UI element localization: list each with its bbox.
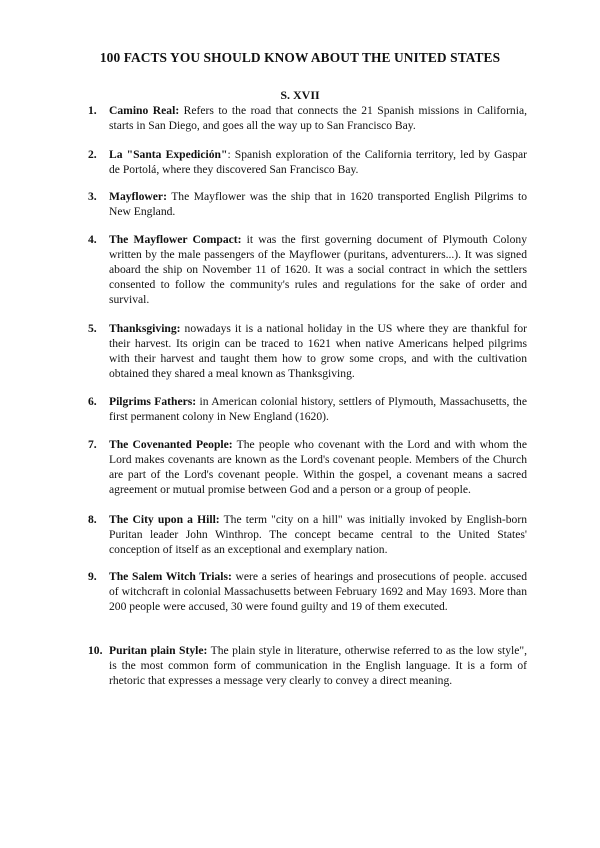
fact-number: 6. xyxy=(88,395,97,408)
fact-term: The Salem Witch Trials: xyxy=(109,570,232,583)
fact-term: Camino Real: xyxy=(109,104,180,117)
fact-body xyxy=(109,232,527,307)
fact-text: were a series of hearings and prosecutions of people. accused of witchcraft in colonial Massachusetts between February 1692 and May 1693. More than 200 people were accused, 30 were found guilty and 19 of them executed. xyxy=(109,570,527,613)
fact-number: 5. xyxy=(88,322,97,335)
fact-text: Refers to the road that connects the 21 Spanish missions in California, starts in San Diego, and goes all the way up to San Francisco Bay. xyxy=(109,104,527,132)
fact-body xyxy=(109,321,527,381)
fact-body xyxy=(109,147,527,177)
fact-number: 1. xyxy=(88,104,97,117)
fact-body xyxy=(109,512,527,557)
fact-term: La "Santa Expedición" xyxy=(109,148,228,161)
fact-body xyxy=(109,394,527,424)
fact-number: 9. xyxy=(88,570,97,583)
fact-body xyxy=(109,437,527,497)
fact-body xyxy=(109,103,527,133)
fact-text: The plain style in literature, otherwise referred to as the low style", is the most common form of communication in the English language. It is a form of rhetoric that expresses a message very clearly to convey a direct meaning. xyxy=(109,644,527,687)
fact-text: : Spanish exploration of the California territory, led by Gaspar de Portolá, where they discovered San Francisco Bay. xyxy=(109,148,527,176)
fact-text: The term "city on a hill" was initially invoked by English-born Puritan leader John Winthrop. The concept became central to the United States' conception of itself as an exceptional and exemplary nation. xyxy=(109,513,527,556)
fact-term: The Covenanted People: xyxy=(109,438,233,451)
fact-number: 8. xyxy=(88,513,97,526)
fact-text: nowadays it is a national holiday in the US where they are thankful for their harvest. Its origin can be traced to 1621 when native Americans helped pilgrims with their harvest and taught them how to grow some crops, and with the cultivation obtained they shared a meal known as Thanksgiving. xyxy=(109,322,527,380)
fact-number: 10. xyxy=(88,644,103,657)
fact-body xyxy=(109,569,527,614)
fact-text: it was the first governing document of Plymouth Colony written by the male passengers of the Mayflower (puritans, adventurers...). It was signed aboard the ship on November 11 of 1620. It was a social contract in which the settlers consented to follow the community's rules and regulations for the sake of order and survival. xyxy=(109,233,527,306)
fact-number: 2. xyxy=(88,148,97,161)
fact-body xyxy=(109,189,527,219)
fact-text: The people who covenant with the Lord and with whom the Lord makes covenants are known as the Lord's covenant people. Members of the Church are part of the Lord's covenant people. Within the gospel, a covenant means a sacred agreement or mutual promise between God and a person or a group of people. xyxy=(109,438,527,496)
fact-term: Thanksgiving: xyxy=(109,322,181,335)
page-title: 100 FACTS YOU SHOULD KNOW ABOUT THE UNITED STATES xyxy=(99,50,501,65)
fact-term: Mayflower: xyxy=(109,190,167,203)
fact-number: 3. xyxy=(88,190,97,203)
section-heading: S. XVII xyxy=(280,88,320,102)
fact-term: Puritan plain Style: xyxy=(109,644,208,657)
fact-term: The City upon a Hill: xyxy=(109,513,220,526)
fact-term: The Mayflower Compact: xyxy=(109,233,242,246)
fact-number: 7. xyxy=(88,438,97,451)
fact-text: in American colonial history, settlers of Plymouth, Massachusetts, the first permanent colony in New England (1620). xyxy=(109,395,527,423)
fact-body xyxy=(109,643,527,688)
fact-number: 4. xyxy=(88,233,97,246)
fact-term: Pilgrims Fathers: xyxy=(109,395,197,408)
fact-text: The Mayflower was the ship that in 1620 transported English Pilgrims to New England. xyxy=(109,190,527,218)
